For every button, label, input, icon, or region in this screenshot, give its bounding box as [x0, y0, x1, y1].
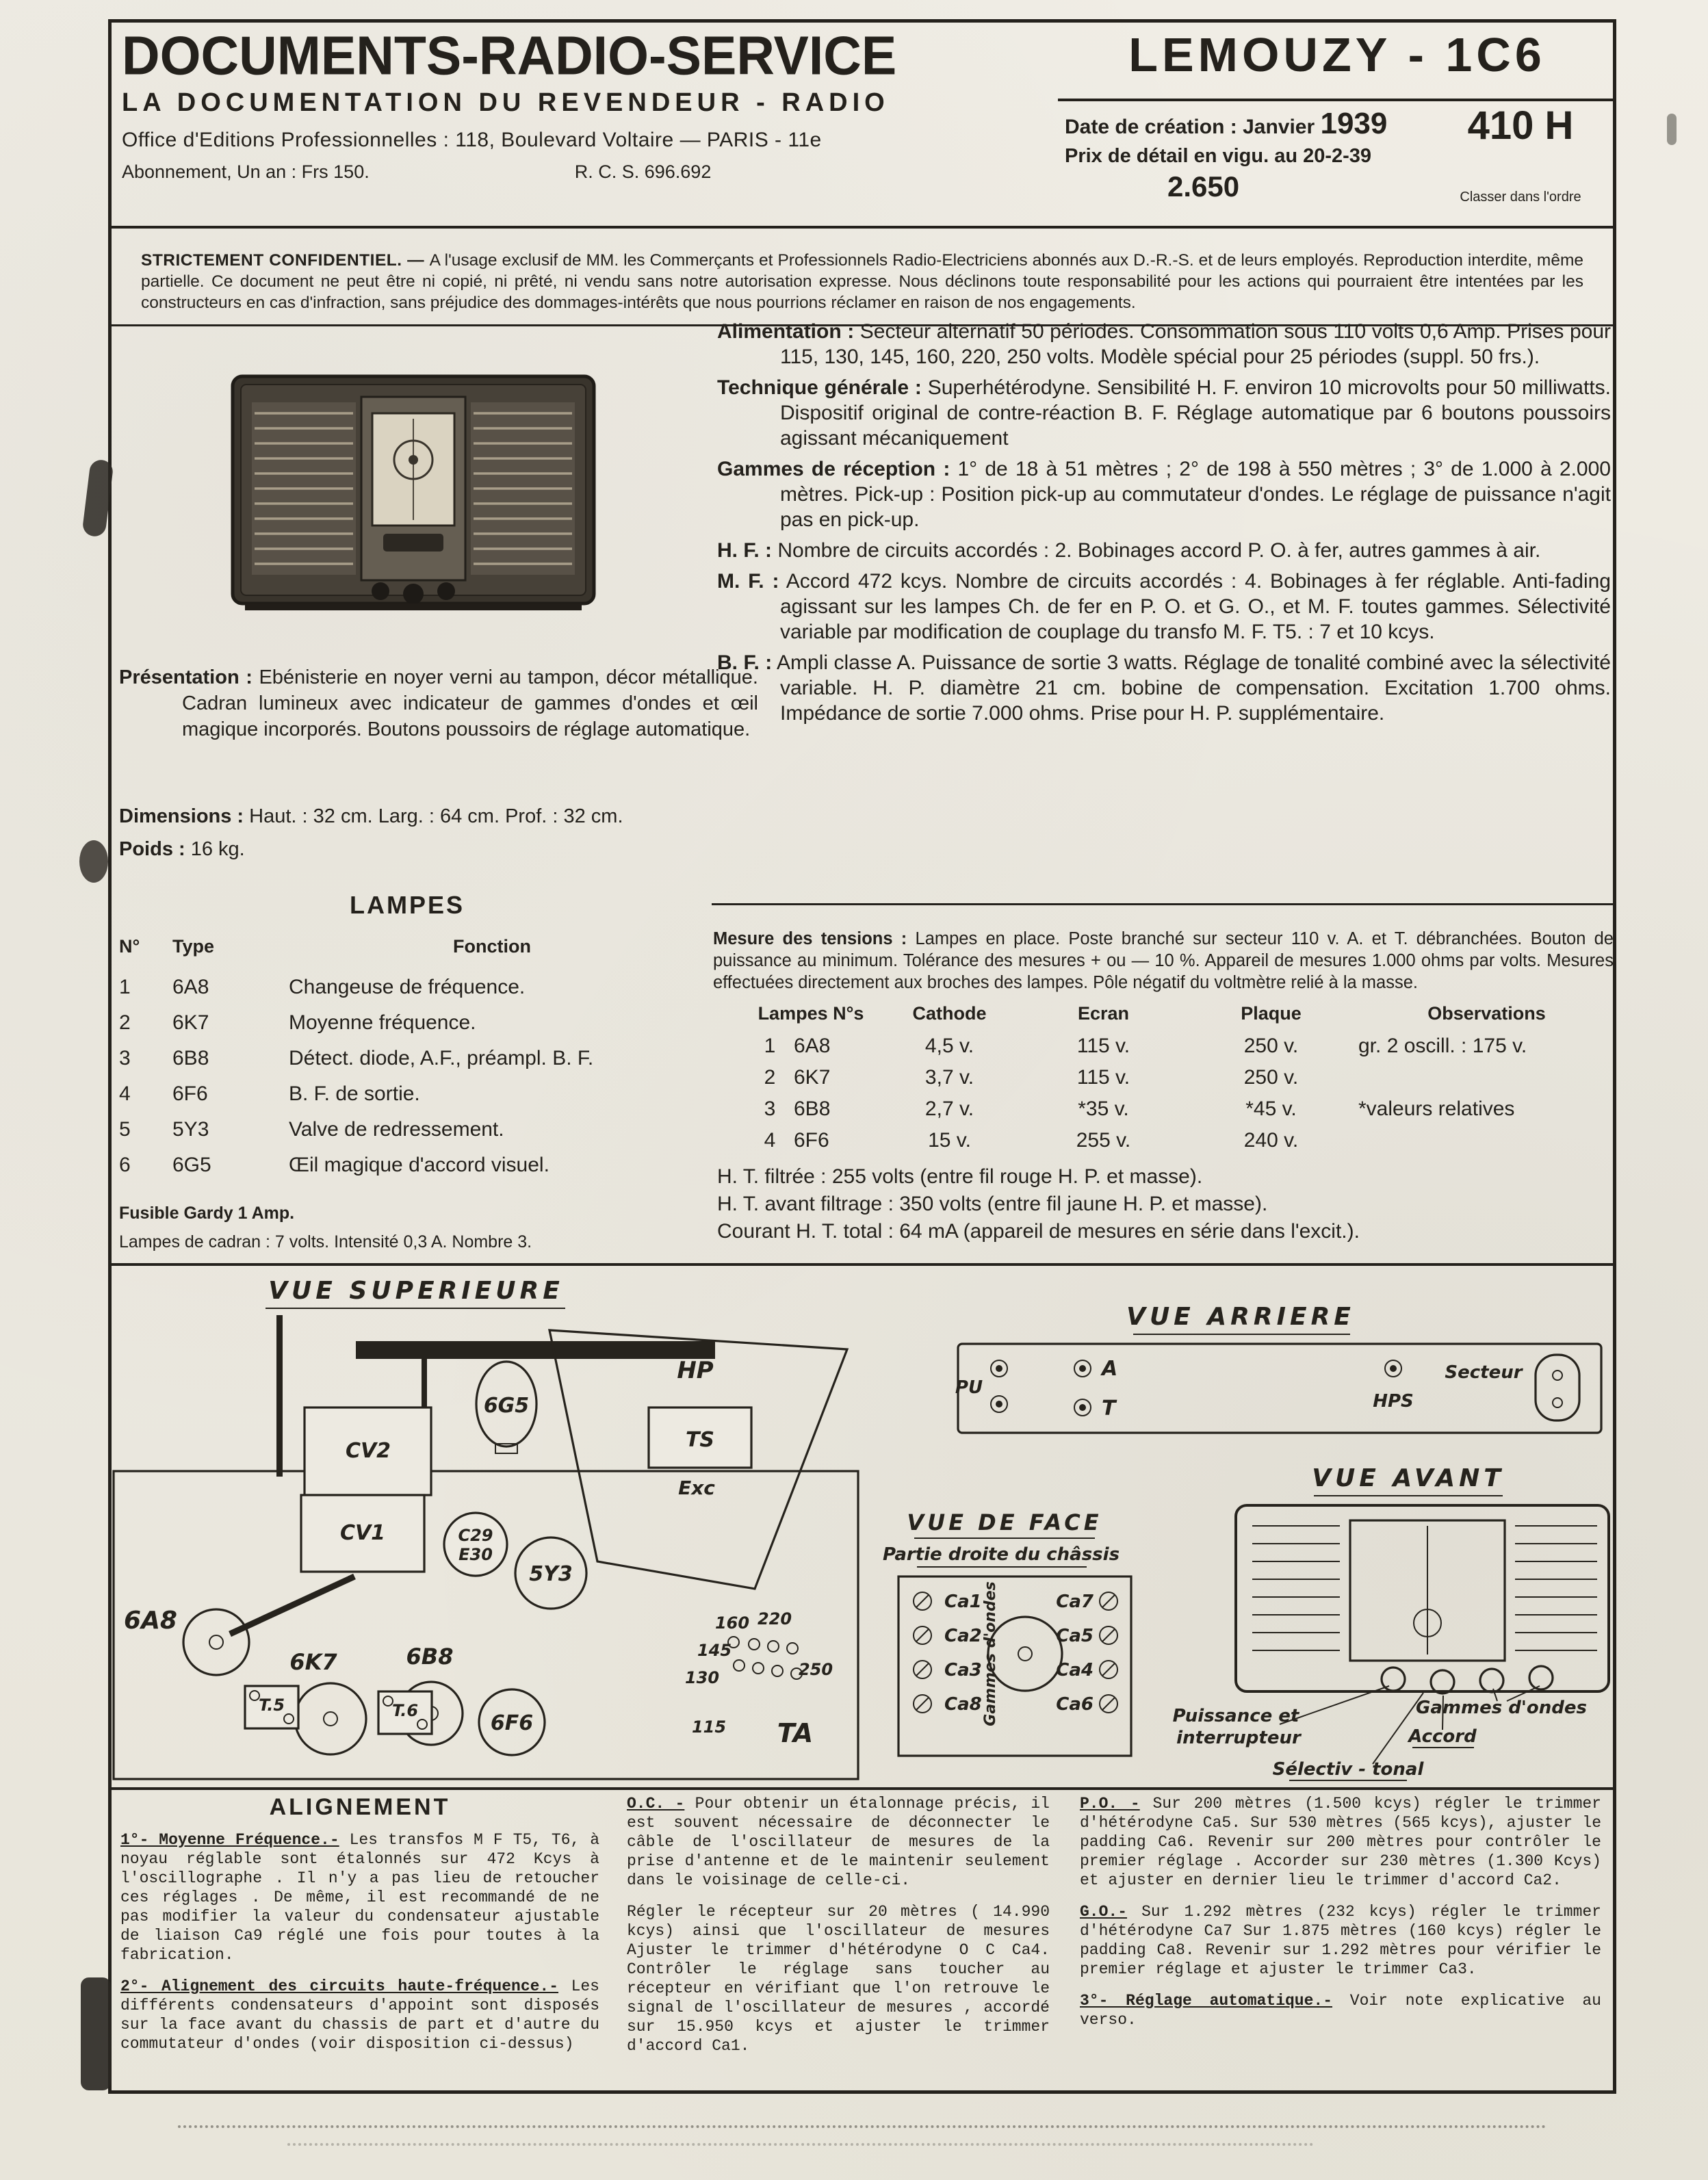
alignement-column-2	[627, 1794, 1050, 2068]
radio-cabinet-illustration	[226, 364, 601, 631]
tubes-table-header: N° Type Fonction	[119, 936, 531, 957]
spec-alimentation: Alimentation : Secteur alternatif 50 périodes. Consommation sous 110 volts 0,6 Amp. Prises pour 115, 130, 145, 160, 220, 250 volts. Modèle spécial pour 25 périodes (suppl. 50 frs.).	[717, 320, 1611, 368]
model-title: LEMOUZY - 1C6	[1128, 28, 1546, 81]
alignement-mf-paragraph: 1°- Moyenne Fréquence.- Les transfos M F T5, T6, à noyau réglable sont étalonnés sur 472 Kcys à l'oscillographe . Il n'y a pas lieu de retoucher ces réglages . De même, il est recommandé de ne pas modifier la valeur du condensateur ajustable de liaison Ca9 réglé une fois pour toutes à la fabrication.	[120, 1831, 600, 1964]
svg-text:160: 160	[714, 1613, 750, 1633]
svg-text:130: 130	[684, 1668, 720, 1687]
reference-number: 410 H	[1467, 103, 1574, 148]
svg-text:115: 115	[691, 1717, 727, 1737]
scan-noise-band	[178, 2125, 1547, 2128]
confidential-lead: STRICTEMENT CONFIDENTIEL. —	[141, 250, 430, 270]
tube-6g5-label: 6G5	[483, 1394, 530, 1418]
tubes-section-title: LAMPES	[349, 891, 465, 919]
trimmers-right	[1056, 1592, 1117, 1715]
ca2-label: Ca2	[944, 1626, 982, 1646]
tube-6b8-label: 6B8	[406, 1644, 454, 1670]
technical-specs	[717, 319, 1611, 731]
confidential-notice: STRICTEMENT CONFIDENTIEL. — A l'usage exclusif de MM. les Commerçants et Professionnels Radio-Electriciens abonnés aux D.-R.-S. et de leurs employés. Reproduction interdite, même partielle. Ce document ne peut être ni copié, ni prêté, ni vendu sans notre autorisation expresse. Nous déclinons toute responsabilité pour les actions qui pourraient être intentées par les constructeurs en cas d'infraction, sans préjudice des dommages-intérêts que nous pourrions réclamer en raison de nos engagements.	[141, 250, 1583, 312]
vue-avant-diagram	[1173, 1464, 1609, 1780]
table-row: 4 6F6 B. F. de sortie.	[119, 1082, 420, 1105]
radio-photo	[226, 364, 601, 631]
speaker-grille-right	[471, 402, 575, 575]
ca4-label: Ca4	[1056, 1660, 1094, 1681]
voltage-selector	[685, 1609, 833, 1748]
spec-mf: M. F. : Accord 472 kcys. Nombre de circuits accordés : 4. Bobinages à fer réglable. Anti-fading agissant sur les lampes Ch. de fer en P. O. et G. O., et M. F. toutes gammes. Sélectivité variable par modification de couplage du transfo M. F. T5. : 7 et 10 kcys.	[717, 570, 1611, 643]
scan-artifact	[81, 1977, 111, 2090]
trimmers-left	[914, 1592, 982, 1715]
ca8-label: Ca8	[944, 1694, 982, 1715]
dimensions-line: Dimensions : Haut. : 32 cm. Larg. : 64 cm. Prof. : 32 cm.	[119, 805, 623, 827]
spec-bf: B. F. : Ampli classe A. Puissance de sortie 3 watts. Réglage de tonalité combiné avec la sélectivité variable. H. P. diamètre 21 cm. bobine de compensation. Excitation 1.700 ohms. Impédance de sortie 7.000 ohms. Prise pour H. P. supplémentaire.	[717, 651, 1611, 725]
alignement-auto-paragraph: 3°- Réglage automatique.- Voir note explicative au verso.	[1080, 1992, 1601, 2029]
publisher-address: Office d'Editions Professionnelles : 118, Boulevard Voltaire — PARIS - 11e	[122, 129, 822, 151]
spec-gammes: Gammes de réception : 1° de 18 à 51 mètres ; 2° de 198 à 550 mètres ; 3° de 1.000 à 2.000 mètres. Pick-up : Position pick-up au commutateur d'ondes. Le réglage de puissance n'agit pas en pick-up.	[717, 458, 1611, 531]
ca6-label: Ca6	[1056, 1694, 1094, 1715]
header-bottom-rule	[108, 226, 1613, 229]
diagrams-top-rule	[108, 1263, 1613, 1266]
tensions-rule	[712, 903, 1613, 905]
table-row: 3 6B8 Détect. diode, A.F., préampl. B. F.	[119, 1047, 594, 1069]
tensions-table	[746, 1003, 1615, 1160]
svg-text:250: 250	[798, 1660, 833, 1679]
masthead-right	[1059, 27, 1615, 82]
alignement-title: ALIGNEMENT	[269, 1794, 451, 1820]
publication-info	[1065, 107, 1418, 203]
vue-de-face-subtitle: Partie droite du châssis	[882, 1544, 1120, 1565]
gammes-knob-label: Gammes d'ondes	[982, 1581, 999, 1726]
selectiv-tonal-label: Sélectiv - tonal	[1272, 1759, 1424, 1780]
gammes-ondes-label: Gammes d'ondes	[1416, 1698, 1587, 1718]
ca1-label: Ca1	[944, 1592, 982, 1612]
subscription-price: Abonnement, Un an : Frs 150.	[122, 161, 370, 182]
table-row: 4 6F6 15 v. 255 v. 240 v.	[764, 1129, 1299, 1152]
weight-line: Poids : 16 kg.	[119, 838, 245, 860]
vue-arriere-diagram	[955, 1303, 1601, 1433]
speaker-grille-left	[252, 402, 356, 575]
front-knobs	[1382, 1666, 1553, 1694]
tube-6f6-label: 6F6	[490, 1711, 534, 1735]
t6-label: T.6	[391, 1701, 419, 1720]
tubes-table	[119, 936, 695, 1189]
cv1-label: CV1	[339, 1521, 386, 1545]
chassis-diagrams	[108, 1267, 1616, 1785]
vue-superieure-diagram	[114, 1277, 858, 1779]
alignement-oc-paragraph-2: Régler le récepteur sur 20 mètres ( 14.990 kcys) ainsi que l'oscillateur de mesures Ajuster le trimmer d'hétérodyne O C Ca4. Contrôler le réglage sans toucher au récepteur en vérifiant que l'on retrouve le signal de l'oscillateur de mesures , accordé sur 15.950 kcys et ajuster le trimmer d'accord Ca1.	[627, 1903, 1050, 2055]
ts-transformer-label: TS	[685, 1428, 715, 1452]
alignement-column-1	[120, 1794, 599, 2066]
puissance-label-2: interrupteur	[1176, 1728, 1301, 1748]
scan-noise-band	[287, 2143, 1314, 2146]
publication-title: DOCUMENTS-RADIO-SERVICE	[122, 25, 897, 87]
t5-label: T.5	[258, 1696, 285, 1715]
alignement-po-paragraph: P.O. - Sur 200 mètres (1.500 kcys) régler le trimmer d'hétérodyne Ca5. Sur 530 mètres (565 kcys), ajuster le padding Ca6. Revenir sur 200 mètres pour contrôler le premier réglage . Accorder sur 230 mètres (1.300 Kcys) et ajuster en dernier lieu le trimmer d'accord Ca2.	[1080, 1795, 1601, 1889]
speaker-hp-label: HP	[677, 1357, 714, 1384]
table-row: 3 6B8 2,7 v. *35 v. *45 v. *valeurs relatives	[764, 1098, 1515, 1120]
e30-label: E30	[458, 1545, 493, 1564]
scan-artifact	[79, 840, 108, 883]
table-row: 1 6A8 Changeuse de fréquence.	[119, 976, 526, 998]
ta-label: TA	[777, 1718, 814, 1748]
model-underline	[1058, 99, 1613, 101]
publication-subtitle: LA DOCUMENTATION DU REVENDEUR - RADIO	[122, 88, 890, 117]
vue-avant-title: VUE AVANT	[1312, 1464, 1505, 1492]
dial-panel	[361, 397, 465, 580]
tube-6a8-label: 6A8	[124, 1607, 177, 1635]
hps-label: HPS	[1373, 1391, 1414, 1412]
creation-year: 1939	[1320, 107, 1388, 140]
antenna-terminal-label: A	[1102, 1357, 1118, 1381]
retail-price-label: Prix de détail en vigu. au 20-2-39	[1065, 145, 1372, 167]
puissance-label-1: Puissance et	[1172, 1706, 1299, 1726]
fuse-note: Fusible Gardy 1 Amp.	[119, 1204, 295, 1223]
tube-6k7-label: 6K7	[289, 1649, 337, 1675]
masthead-left	[122, 25, 1046, 183]
rcs-number: R. C. S. 696.692	[574, 161, 712, 182]
vue-de-face-diagram	[883, 1509, 1131, 1756]
vue-arriere-title: VUE ARRIERE	[1126, 1303, 1355, 1331]
spec-hf: H. F. : Nombre de circuits accordés : 2. Bobinages accord P. O. à fer, autres gammes à air.	[717, 539, 1541, 562]
courant-ht-total: Courant H. T. total : 64 mA (appareil de mesures en série dans l'excit.).	[717, 1220, 1360, 1243]
ca7-label: Ca7	[1056, 1592, 1094, 1612]
tensions-table-header: Lampes N°s Cathode Ecran Plaque Observations	[758, 1003, 1546, 1024]
alignement-hf-paragraph: 2°- Alignement des circuits haute-fréquence.- Les différents condensateurs d'appoint sont disposés sur la face avant du chassis de part et d'autre du commutateur d'ondes (voir disposition ci-dessus)	[120, 1977, 599, 2053]
c29-label: C29	[458, 1526, 493, 1545]
alignement-oc-paragraph: O.C. - Pour obtenir un étalonnage précis, il est souvent nécessaire de déconnecter le câble de l'oscillateur de mesures de la prise d'antenne et de le maintenir seulement dans le voisinage de celle-ci.	[627, 1795, 1050, 1889]
spec-technique-generale: Technique générale : Superhétérodyne. Sensibilité H. F. environ 10 microvolts pour 50 milliwatts. Dispositif original de contre-réaction B. F. Réglage automatique par 6 boutons poussoirs agissant mécaniquement	[717, 376, 1611, 450]
alignement-go-paragraph: G.O.- Sur 1.292 mètres (232 kcys) régler le trimmer d'hétérodyne Ca7 Sur 1.875 mètres (160 kcys) régler le padding Ca8. Revenir sur 1.292 mètres pour vérifier le premier réglage et ajuster le trimmer Ca3.	[1080, 1903, 1601, 1978]
ht-filtree: H. T. filtrée : 255 volts (entre fil rouge H. P. et masse).	[717, 1165, 1203, 1188]
table-row: 2 6K7 Moyenne fréquence.	[119, 1011, 476, 1034]
cv2-label: CV2	[345, 1439, 391, 1463]
cabinet-base	[245, 604, 582, 610]
alignement-top-rule	[108, 1787, 1613, 1790]
presentation-paragraph: Présentation : Ebénisterie en noyer verni au tampon, décor métallique. Cadran lumineux avec indicateur de gammes d'ondes et œil magique incorporés. Boutons poussoirs de réglage automatique.	[119, 666, 758, 740]
vue-superieure-title: VUE SUPERIEURE	[268, 1277, 564, 1305]
tensions-intro: Mesure des tensions : Lampes en place. Poste branché sur secteur 110 v. A. et T. débranchées. Bouton de puissance au minimum. Tolérance des mesures + ou — 10 %. Appareil de mesures 1.000 ohms par volts. Mesures effectuées directement aux broches des lampes. Pôle négatif du voltmètre relié à la masse.	[713, 929, 1614, 992]
table-row: 6 6G5 Œil magique d'accord visuel.	[119, 1154, 549, 1176]
pu-terminal-label: PU	[955, 1377, 983, 1398]
table-row: 1 6A8 4,5 v. 115 v. 250 v. gr. 2 oscill. : 175 v.	[764, 1035, 1527, 1057]
reference-note: Classer dans l'ordre	[1460, 190, 1581, 205]
secteur-label: Secteur	[1445, 1362, 1523, 1383]
accord-label: Accord	[1408, 1726, 1477, 1747]
dial-lamps-note: Lampes de cadran : 7 volts. Intensité 0,3 A. Nombre 3.	[119, 1232, 532, 1251]
svg-text:145: 145	[697, 1641, 732, 1660]
tube-5y3-label: 5Y3	[529, 1562, 573, 1586]
retail-price-value: 2.650	[1167, 170, 1240, 203]
ca3-label: Ca3	[944, 1660, 982, 1681]
filing-reference	[1427, 103, 1614, 205]
svg-text:220: 220	[757, 1609, 792, 1628]
ht-avant-filtrage: H. T. avant filtrage : 350 volts (entre fil jaune H. P. et masse).	[717, 1193, 1268, 1215]
ca5-label: Ca5	[1056, 1626, 1094, 1646]
ht-summary	[717, 1163, 1615, 1245]
vue-de-face-title: VUE DE FACE	[907, 1509, 1102, 1535]
alignement-column-3	[1080, 1794, 1601, 2042]
table-row: 2 6K7 3,7 v. 115 v. 250 v.	[764, 1066, 1299, 1089]
creation-date: Date de création : Janvier 1939	[1065, 107, 1388, 140]
scan-artifact	[1667, 114, 1677, 145]
table-row: 5 5Y3 Valve de redressement.	[119, 1118, 504, 1141]
earth-terminal-label: T	[1102, 1397, 1116, 1420]
excitation-label: Exc	[678, 1477, 715, 1499]
